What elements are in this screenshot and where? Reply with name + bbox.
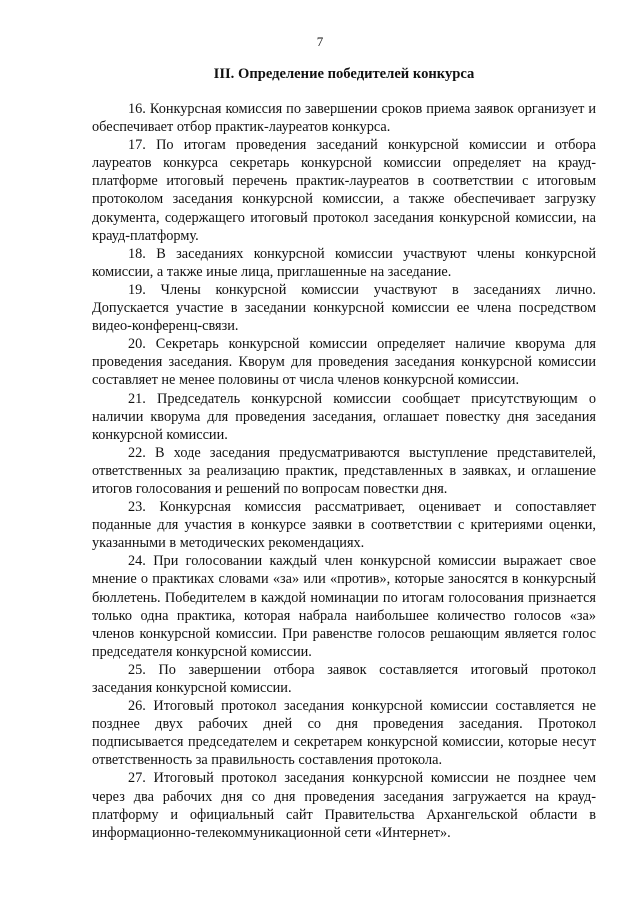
paragraph-23: 23. Конкурсная комиссия рассматривает, оценивает и сопоставляет поданные для участия в конкурсе заявки в соответствии с критериями оценки, указанными в методических рекомендациях. [92, 499, 596, 552]
paragraph-22: 22. В ходе заседания предусматриваются выступление представителей, ответственных за реализацию практик, представленных в заявках, и оглашение итогов голосования и решений по вопросам повестки дня. [92, 444, 596, 497]
paragraph-26: 26. Итоговый протокол заседания конкурсной комиссии составляется не позднее двух рабочих дней со дня проведения заседания. Протокол подписывается председателем и секретарем конкурсной комиссии, которые несут ответственность за правильность составления протокола. [92, 698, 596, 769]
paragraph-19: 19. Члены конкурсной комиссии участвуют в заседаниях лично. Допускается участие в заседании конкурсной комиссии ее члена посредством видео-конференц-связи. [92, 281, 596, 335]
paragraph-17: 17. По итогам проведения заседаний конкурсной комиссии и отбора лауреатов конкурса секретарь конкурсной комиссии определяет на крауд-платформе итоговый перечень практик-лауреатов в соответствии с итоговым протоколом заседания конкурсной комиссии, а также обеспечивает загрузку документа, содержащего итоговый протокол заседания конкурсной комиссии, на крауд-платформу. [92, 137, 596, 244]
body-text [92, 100, 596, 842]
paragraph-24: 24. При голосовании каждый член конкурсной комиссии выражает свое мнение о практиках словами «за» или «против», которые заносятся в конкурсный бюллетень. Победителем в каждой номинации по итогам голосования признается только одна практика, которая набрала наибольшее количество голосов «за» членов конкурсной комиссии. При равенстве голосов решающим является голос председателя конкурсной комиссии. [92, 553, 596, 660]
paragraph-25: 25. По завершении отбора заявок составляется итоговый протокол заседания конкурсной комиссии. [92, 661, 596, 696]
section-title: III. Определение победителей конкурса [213, 66, 475, 82]
paragraph-27: 27. Итоговый протокол заседания конкурсной комиссии не позднее чем через два рабочих дня со дня проведения заседания загружается на крауд-платформу и официальный сайт Правительства Архангельской области в информационно-телекоммуникационной сети «Интернет». [92, 770, 596, 841]
paragraph-16: 16. Конкурсная комиссия по завершении сроков приема заявок организует и обеспечивает отбор практик-лауреатов конкурса. [92, 101, 596, 136]
page-number: 7 [316, 34, 324, 49]
paragraph-18: 18. В заседаниях конкурсной комиссии участвуют члены конкурсной комиссии, а также иные лица, приглашенные на заседание. [92, 245, 596, 280]
paragraph-20: 20. Секретарь конкурсной комиссии определяет наличие кворума для проведения заседания. Кворум для проведения заседания конкурсной комиссии составляет не менее половины от числа членов конкурсной комиссии. [92, 336, 596, 389]
paragraph-21: 21. Председатель конкурсной комиссии сообщает присутствующим о наличии кворума для проведения заседания, оглашает повестку дня заседания конкурсной комиссии. [92, 390, 596, 443]
